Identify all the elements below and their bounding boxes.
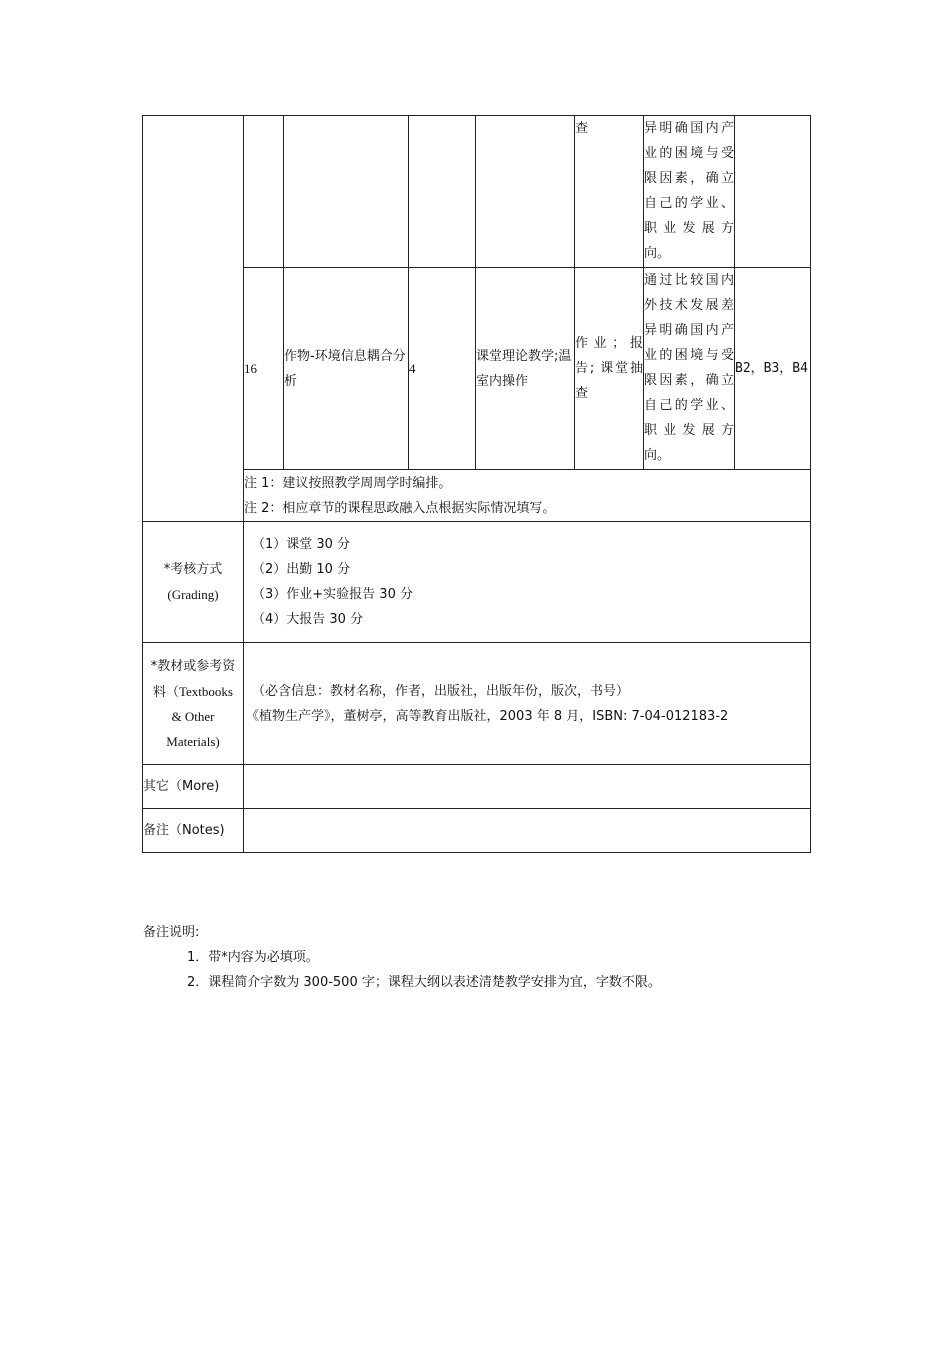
textbooks-label-line: *教材或参考资 xyxy=(150,658,236,674)
support-cell xyxy=(735,116,811,268)
more-label-cell xyxy=(143,765,244,809)
notes-cell xyxy=(244,470,811,522)
grading-label-en: (Grading) xyxy=(167,587,219,602)
assessment-cell xyxy=(575,116,644,268)
grading-item: （4）大报告 30 分 xyxy=(252,612,364,627)
more-content-cell xyxy=(244,765,811,809)
textbooks-label-line: 料（Textbooks xyxy=(153,683,233,699)
more-label: 其它（More) xyxy=(143,779,220,794)
assessment-text: 作 业 ； 报告; 课堂抽查 xyxy=(575,336,643,401)
table-row-textbooks xyxy=(143,643,811,765)
week-number: 16 xyxy=(244,361,257,376)
week-cell xyxy=(244,116,284,268)
support-text: B2，B3，B4 xyxy=(735,361,808,376)
objective-cell xyxy=(644,268,735,470)
section-label-cell xyxy=(143,116,244,522)
week-cell xyxy=(244,268,284,470)
footer-notes xyxy=(143,920,661,995)
method-text: 课堂理论教学;温室内操作 xyxy=(476,348,572,389)
grading-item: （3）作业+实验报告 30 分 xyxy=(252,587,413,602)
objective-text: 通过比较国内外技术发展差异明确国内产业的困境与受限因素，确立自己的学业、职 业 发 展 方向。 xyxy=(644,273,734,463)
note-2: 注 2：相应章节的课程思政融入点根据实际情况填写。 xyxy=(244,500,556,516)
hours-cell xyxy=(409,116,476,268)
grading-item: （1）课堂 30 分 xyxy=(252,537,351,552)
textbooks-required-info: （必含信息：教材名称，作者，出版社，出版年份，版次，书号） xyxy=(252,683,630,699)
remarks-label: 备注（Notes) xyxy=(143,823,225,838)
hours-value: 4 xyxy=(409,361,416,376)
textbook-entry: 《植物生产学》，董树亭，高等教育出版社，2003 年 8 月，ISBN: 7-04-012183-2 xyxy=(246,708,729,724)
content-cell xyxy=(284,268,409,470)
hours-cell xyxy=(409,268,476,470)
table-row-week-16 xyxy=(143,268,811,470)
footer-item: 2．课程简介字数为 300-500 字；课程大纲以表述清楚教学安排为宜，字数不限。 xyxy=(187,975,661,990)
textbooks-label-cell xyxy=(143,643,244,765)
textbooks-label-line: Materials) xyxy=(166,733,220,749)
method-cell xyxy=(476,116,575,268)
objective-text: 异明确国内产业的困境与受限因素，确立自己的学业、职 业 发 展 方向。 xyxy=(644,121,734,261)
grading-item: （2）出勤 10 分 xyxy=(252,562,351,577)
support-cell xyxy=(735,268,811,470)
remarks-label-cell xyxy=(143,809,244,853)
table-row-grading xyxy=(143,522,811,643)
objective-cell xyxy=(644,116,735,268)
method-cell xyxy=(476,268,575,470)
assessment-text: 查 xyxy=(575,121,589,136)
grading-label-cn: *考核方式 xyxy=(163,562,223,577)
content-text: 作物-环境信息耦合分析 xyxy=(284,348,406,389)
table-row-more xyxy=(143,765,811,809)
textbooks-content-cell xyxy=(244,643,811,765)
syllabus-table xyxy=(142,115,811,853)
footer-title: 备注说明: xyxy=(143,925,200,940)
assessment-cell xyxy=(575,268,644,470)
content-cell xyxy=(284,116,409,268)
remarks-content-cell xyxy=(244,809,811,853)
grading-content-cell xyxy=(244,522,811,643)
footer-item: 1．带*内容为必填项。 xyxy=(187,950,319,965)
textbooks-label-line: & Other xyxy=(171,708,215,724)
grading-label-cell xyxy=(143,522,244,643)
table-row-notes xyxy=(143,470,811,522)
table-row-continued xyxy=(143,116,811,268)
note-1: 注 1：建议按照教学周周学时编排。 xyxy=(244,475,452,491)
table-row-remarks xyxy=(143,809,811,853)
